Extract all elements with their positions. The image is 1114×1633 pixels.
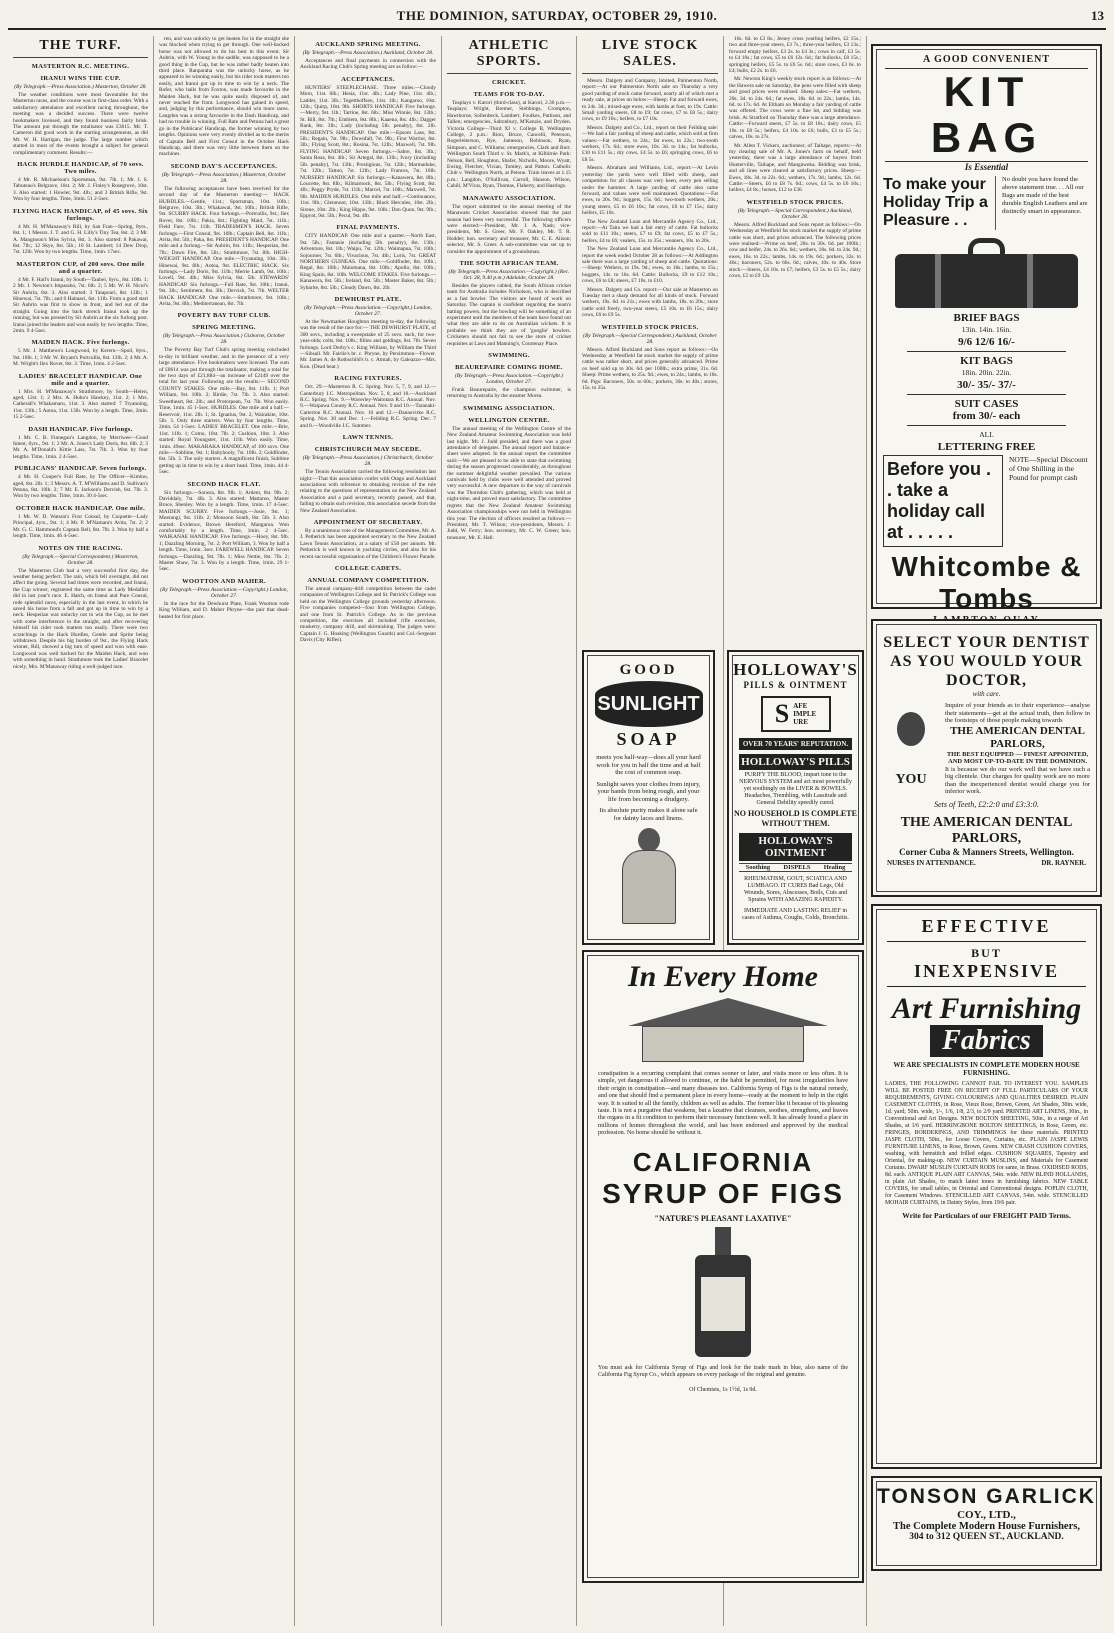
holloways-relief-text: IMMEDIATE AND LASTING RELIEF in cases of Asthma, Coughs, Colds, Bronchitis. [742,908,849,921]
article-byline: (By Telegraph.—Special Correspondent.) Auckland, October 28. [737,207,853,220]
furn-body: LADIES, THE FOLLOWING CANNOT FAIL TO INTEREST YOU. SAMPLES WILL BE POSTED FREE ON RECEIPT OF FULL PARTICULARS OF YOUR REQUIREMENTS, GIVING COLOURINGS AND QUALITIES DESIRED. PLAIN CASEMENT CLOTHS, in Rose, Vieux Rose, Brown, Green, Art Shades, 30in. wide, 1d. yard; 50in. wide, 1/-, 1/6, 1/8, 2/3, to 2/9 yard. PRINTED ART LINENS, 30in., in Conventional and Art Designs. NEW BOLTON SHEETING, 50in., in a range of Art Shades, at 1/6 yard. HERRINGBONE BOLTON SHEETINGS, in Rose, Green, etc. FRINGES, BORDERINGS, AND TRIMMINGS for these materials. PRINTED JASPE CLOTH, 50in., for Loose Covers, Curtains, etc. PLAIN JASPE LEWIS FURNITURE LINENS, in Rose, Brown, Green. NEW CRASH CUSHION COVERS, washing, with hemstitch and frilled edges. CUSHION SQUARES, Tapestry and Oriental, for making-up. NEW CURTAIN MUSLINS, and Materials for Casement Curtains. DWARF MUSLIN CURTAIN RODS for same, in Brass. OXIDISED RODS, 8d. each. ANTIQUE PLAIN ART CANVAS, 54in. wide. NEW BLIND HOLLANDS, in plain Art Shades, to match latest tones in furnishing fabrics. NEW TABLE COVERS, for small tables, in Oriental and Conventional designs. POPLIN CLOTH, for Casement Windows. STENCILLED ART CANVAS, 54in. wide. STENCILLED MOHAIR CURTAINS, in Dainty Styles, from 19/6 pair. [885,1081,1088,1206]
bottle-illustration [695,1227,751,1357]
dentist-text: Inquire of your friends as to their experience—analyse their statements—get at the actual truth, then follow in the footsteps of those people making towards [945,702,1090,724]
kitbag-holiday: To make your Holiday Trip a Pleasure . . [883,176,988,229]
article-body: Messrs. Dalgety and Company, limited, Palmerston North, report:—At our Palmerston North sale on Thursday a very good yarding of stock came forward, nearly all of which met a ready sale, at prices on below:—Sheep: Fat and forward ewes, to 24s. 3d.; mixed-age ewes, with lambs at foot, to 19s. Cattle: Small yarding steers, £8 to £9; fat cows, £7 to £8 5s.; dairy cows, to £9 10s.; heifers, to £7 10s. [582,78,718,123]
article-byline: (By Telegraph.—Special Correspondent.) Auckland, October 28. [583,332,717,345]
article-heading: FINAL PAYMENTS. [336,224,400,232]
article-body: The weather conditions were most favourable for the Masterton races, and the course was in first-class order. With a satisfactory attendance and excellent racing throughout, the meeting was a decided success. There were twelve bookmakers licensed, and they found business fairly brisk. The amount put through the totalisator was £3615. Mr. T. Cameron did good work in the starting arrangements, as did Mr. W. H. Hartigan, the judge. The large number which started in most of the events brought a subject for general complimentary comment. Results:— [13,92,149,156]
article-heading: WELLINGTON CENTRE. [468,416,550,424]
article-heading: TEAMS FOR TO-DAY. [473,91,545,98]
section-heading-turf: THE TURF. [13,38,148,58]
furn-but: BUT [971,946,1002,960]
sunlight-body-2: Sunlight saves your clothes from injury, your hands from being rough, and your life from becoming a drudgery. [596,780,701,803]
label-healing: Healing [823,864,846,871]
suit-cases-prices: from 30/- each [952,410,1021,422]
article-byline: (By Telegraph.—Press Association.) Christchurch, October 28. [302,455,434,468]
furn-effective: EFFECTIVE [887,910,1086,942]
article-body: Messrs. Alfred Buckland and Sons report as follows:—On Wednesday at Westfield fat stock market the supply of prime cattle was rather short, and prices generally advanced. Prime ox beef sold up to 30s. 6d. per 100lb.; extra prime, 31s. 6d. Sheep: Prime wethers, to 25s. 9d.; ewes, to 24s.; lambs, to 18s. 6d. Pigs: Baconers, 50s. to 60s.; porkers, 30s. to 40s.; stores, 15s. to 25s. [582,346,718,392]
holloways-ointment-strip [739,863,852,872]
label-dispels: DISPELS [783,864,811,871]
article-heading: IRANUI WINS THE CUP. [40,75,121,82]
article-body: Six furlongs.—Sonora, 8st. 9lb. 1; Ardent, 8st. 9lb. 2; Daviddaly, 7st. 4lb. 3. Also started: Mattaroo, Master Bruce, Shenley. Won by a length. Time, 1min. 17 4-5sec. MAIDEN SCURRY. Five furlongs.—Josie, 9st. 1; Moerangi, 9st. 11lb. 2; Monsoon South, 8st. 5lb. 3. Also started: Evidence, Brown Hereford, Mangaroa. Won comfortably by a length. Time, 1min. 2 4-5sec. WAIKANAE HANDICAP. Five furlongs.—Hoey, 8st. 9lb. 1; Dazzling Morning, 7st. 2; Port William, 3. Won by half a length. Time, 1min. 3sec. FAREWELL HANDICAP. Seven furlongs.—Dazzling, 9st. 7lb. 1; Miss Nettie, 8st. 7lb. 2; Master Shaw, 7st. 3. Won by a length. Time, 1min. 29 1-5sec. [159,489,289,573]
article-body: The annual company-drill competition between the cadet companies of Wellington College and St. Patrick's College was held on the Wellington College grounds yesterday afternoon. Five companies competed—four from Wellington College, and one from St. Patrick's College. As in the previous competition, the exercises all included rifle exercises, musketry, company drill, and skirmishing. The judges were: Captain J. G. Hosking (Wellington Guards) and Col.-Sergeant Davis (City Rifles). [300,585,436,644]
sunlight-body-3: Its absolute purity makes it alone safe for dainty laces and linens. [599,807,698,822]
safe-simple-sure-emblem: S AFE IMPLE URE [761,696,831,732]
brief-bags-title: BRIEF BAGS [953,312,1020,324]
kitbag-sub: Is Essential [964,162,1009,172]
article-byline: (By Telegraph.—Special Correspondent.) Masterton, October 28. [22,553,139,566]
furn-specialists: WE ARE SPECIALISTS IN COMPLETE MODERN HOUSE FURNISHING. [893,1061,1080,1077]
article-heading: SPRING MEETING. [192,324,256,332]
article-heading: MASTERTON CUP, of 200 sovs. One mile and a quarter. [16,260,145,275]
article-heading: THE SOUTH AFRICAN TEAM. [459,259,559,267]
article-body: In the race for the Dewhurst Plate, Frank Wootton rode King William, and D. Maher Phryne—the pair that dead-heated for first place. [159,600,289,620]
article-body: ren, and was unlucky to get beaten for in the straight she was blocked when trying to get through. One well-backed horse was not allowed to do his best in this event. Sir Aubrin, with W. Young in the saddle, was supposed to be a good thing in the Cup, but he was rather badly beaten into third place. Ranparaha was the unlucky horse, as he appeared to be winning easily, but his rider took matters too easily, and Iranui got up in time to win by a neck. The Rofer, who hails from Foxton, was made favourite in the Maiden Hack, but he was quite easily disposed of, and never reached the front. Longwood has gained in speed, and, judging by this performance, should win more races. Langdon was a strong favourite in the Dash Handicap, and had no trouble in winning. Full Rate and Petuna had a great go in the Publicans' Handicap, the former winning by two lengths. Opinions were very evenly divided as to the merits of Captain Bell and First Consul in the October Hack Handicap, and there was very little between them on the machines. [159,36,289,158]
kitbag-note: NOTE—Special Discount of One Shilling in the Pound for prompt cash [1009,455,1088,482]
article-body: The report submitted to the annual meeting of the Manawatu Cricket Association showed that the past season had been very successful. The following officers were elected:—President, Mr. J. A. Nash; vice-presidents, Mr. S. Greer, Mr. F. Oakley, Mr. T. R. Hodder; hon. secretary and treasurer, Mr. C. E. Alison; selector, Mr. S. Greer. A sub-committee was set up to consider the appointment of a groundsman. [447,203,571,255]
holloways-pills-title: HOLLOWAY'S PILLS [739,754,852,770]
tonson-garlick-ad [871,1476,1102,1571]
article-body: Messrs. Dalgety and Co. report:—Our sale at Masterton on Tuesday met a sharp demand for all kinds of stock. Forward wethers, 19s. 6d. to 21s.; ewes with lambs, 18s. to 20s.; store cattle sold freely, two-year steers, £5 10s. to £6 15s.; dairy cows, £6 to £9 5s. [582,286,718,319]
article-body: 4 Mr. H. Cooper's Full Rate, by The Officer—Kimino, aged, 8st. 2lb. 1; 3 Messrs. A. T. M'Williams and D. Sullivan's Petuna, 8st. 10lb. 2; 7 Mr. E. Jackson's Dervish, 6st. 7lb. 3. Won by two lengths. Time, 1min. 30 4-5sec. [13,474,148,500]
california-headline: In Every Home [628,960,818,993]
article-byline: (By Telegraph.—Press Association.—Copyright.) (Rec. Oct. 28, 9.40 p.m.) Adelaide, October 28. [448,268,570,281]
column-athletic [442,36,577,1626]
article-heading: CRICKET. [492,79,526,86]
kitbag-title: KIT BAG [885,68,1088,162]
article-heading: COLLEGE CADETS. [334,564,402,572]
brief-bags-block [877,312,1096,348]
tonson-name: TONSON GARLICK [877,1485,1096,1508]
article-heading: WESTFIELD STOCK PRICES. [601,323,699,331]
article-heading: WOOTTON AND MAHER. [182,577,266,585]
article-heading: MANAWATU ASSOCIATION. [462,194,556,202]
holloways-cures-text: RHEUMATISM, GOUT, SCIATICA AND LUMBAGO. IT CURES Bad Legs, Old Wounds, Sores, Abscesses, Boils, Cuts and Sprains WITH AMAZING RAPIDITY. [743,876,848,903]
california-word: CALIFORNIA [632,1146,814,1177]
article-body: By a unanimous vote of the Management Committee, Mr. A. J. Petherick has been appointed secretary to the New Zealand Lawn Tennis Association, at a salary of £50 per annum. Mr. Petherick is well known in yachting circles, and also for his recent successful organisation of the Children's Flower Parade. [300,527,436,560]
california-body: constipation is a recurring complaint that comes sooner or later, and visits more or less often. It is simple, yet dangerous if allowed to continue, or the habit be permitted, for most irregularities have their origin in constipation—and many diseases too. California Syrup of Figs is the natural remedy, and one that should find a permanent place in every home—ready at the moment to help in the right way. It is suited to all the family, children as well as adults. The former like it because of its pleasing taste. It is not a purgative that weakens, but a laxative that cleanses, soothes, strengthens, and leaves the organs in a fit condition to perform their necessary functions well. It has already found a place in millions of homes throughout the world, and has been endorsed and approved by the medical profession. No home should be without it. [598,1070,848,1137]
article-body: The annual meeting of the Wellington Centre of the New Zealand Amateur Swimming Association was held last night. Mr. J. Judd presided, and there was a good attendance of delegates. The annual report and balance-sheet were adopted. In the annual report the committee said:—We are pleased to be able to state that swimming during the season progressed considerably, as throughout the summer delightful weather prevailed. The various carnivals held by clubs were well attended and proved very successful. A new departure in the way of carnivals was the Thorndon Club's gathering, which was held at night-time, and proved most satisfactory. The committee regrets that the New Zealand Amateur Swimming Association championships were not held in Wellington this year. The election of officers resulted as follows:—President, Mr. T. Wilson; vice-presidents, Messrs. J. Judd, W. Ferry; hon. secretary, Mr. C. W. Green; hon. treasurer, Mr. E. Hall. [447,425,571,541]
section-heading-livestock: LIVE STOCK SALES. [582,38,718,74]
article-body: Frank Beaurepaire, the champion swimmer, is returning to Australia by the steamer Morea. [447,387,571,400]
article-heading: SWIMMING ASSOCIATION. [463,404,555,412]
article-heading: POVERTY BAY TURF CLUB. [177,312,271,320]
article-heading: OCTOBER HACK HANDICAP. One mile. [15,504,146,512]
article-body: At the Newmarket Houghton meeting to-day, the following was the result of the race for:— THE DEWHURST PLATE, of 300 sovs., including a sweepstake of 25 sovs. each, for two-year-olds; colts, 8st. 10lb.; fillies and geldings, 8st. 7lb. Seven furlongs. Lord Derby's c. King William, by William the Third—Sibsall. Mr. Fairlie's br. c. Phryne, by Persimmon—Flower. Mr. James A. de Rothschild's b. c. Atmah, by Galeazzo—Mrs. Kon. (Dead heat.) [300,319,436,370]
holloways-title: HOLLOWAY'S [733,660,858,679]
article-body: 4 Mr. H. M'Manaway's Rill, by San Fran—Spring, 8yrs., 8st. 1; 1 Messrs. J. T. and G. H. Lilly's Tiny Tea, 8st. 2; 3 Mr. A. Mangnoon's Miss Sylvia, 8st. 3. Also started: 8 Pakawai, 8st. 7lb.; 12 Skye, 8st. 5lb.; 10 St. Lambert; 14 Dew Drop, 7st. 12lb. Won by two lengths. Time, 1min. 17sec. [13,223,148,256]
kit-bags-sizes: 18in. 20in. 22in. [961,368,1012,377]
page-number: 13 [1091,8,1104,23]
article-heading: LADIES' BRACELET HANDICAP. One mile and a quarter. [18,372,143,387]
tonson-coy: COY., LTD., [957,1509,1016,1521]
article-body: HUNTERS' STEEPLECHASE. Three miles.—Cloudy Morn, 11st. 6lb.; Hesia, 11st. 4lb.; Lady Pine, 11st. 4lb.; Ladder, 11st. 3lb.; Tegetthoffsen, 11st. 1lb.; Kangaroo, 10st. 12lb.; Quirp, 10st. 9lb. SHORTS HANDICAP. Five furlongs.—Merry, 9st. 1lb.; Tartine, 8st. 6lb.; Miss Winnie, 8st. 13lb.; St. Bill, 8st. 7lb.; Emblem, 8st. 8lb.; Kaaena, 8st. 4lb.; Dagger Bank, 8st. 3lb.; Lady (including 5lb. penalty), 8st. 2lb. PRESIDENT'S HANDICAP. One mile.—Epsom Lass, 8st. 5lb.; Regain, 7st. 9lb.; Downfall, 7st. 9lb.; First Warrior, 8st. 3lb.; Flying Scott, 8st.; Rosina, 7st. 12lb.; Maxwell, 7st. 9lb. FLYING HANDICAP. Seven furlongs.—Sabre, 8st. 3lb.; Santa Rosa, 8st. 4lb.; Sir Artegal, 8st. 13lb.; Ivory (including 5lb. penalty), 7st. 13lb.; Prestigious, 7st. 12lb.; Marmaduke, 7st. 12lb.; Tattoo, 7st. 12lb.; Lady Frances, 7st. 10lb. NURSERY HANDICAP. Six furlongs.—Kanawera, 8st. 8lb.; Loucette, 8st. 8lb.; Kilmarnock, 8st. 5lb.; Flying Scott, 8st. 4lb.; Peggy Pryde, 7st. 11lb.; Marcel, 7st. 10lb.; Maxwell, 7st. 9lb. MAIDEN HURDLES. One mile and half.—Continuance, 11st. 9lb.; Glenmoor, 10st. 13lb.; Black Hercules, 10st. 2lb.; Sirene, 10st. 2lb.; King Hippo, 9st. 10lb.; Don Quon, 9st. 9lb.; Eppynt, 9st. 5lb.; Pecul, 9st. 4lb. [300,84,436,219]
article-byline: (By Telegraph.—Press Association.) Masterton, October 28. [14,84,147,90]
dentist-ad [871,619,1102,897]
kitbag-top: A GOOD CONVENIENT [922,54,1050,65]
article-heading: FLYING HACK HANDICAP, of 45 sovs. Six furlongs. [13,207,148,222]
syrup-of-figs-word: SYRUP OF FIGS [602,1177,844,1209]
article-body: 1 Mr. C. B. Finnegan's Langdon, by Merriwee—Good Intent, 6yrs., 9st. 1; 2 Mr. A. Jones's Lady Doris, 8st. 6lb. 2; 3 Mr. A. M'Donald's Kittie Lass, 7st. 7lb. 3. Won by four lengths. Time, 1min. 2 4-5sec. [13,434,148,460]
dentist-parlors: THE AMERICAN DENTAL PARLORS, [950,724,1085,750]
article-heading: ACCEPTANCES. [341,75,395,83]
kitbag-nodoubt: No doubt you have found the above statement true. . . All our Bags are made of the best durable English Leathers and are distinctly smart in appearance. [995,176,1090,230]
dentist-teeth-price: Sets of Teeth, £2:2:0 and £3:3:0. [934,799,1039,809]
article-body: The New Zealand Loan and Mercantile Agency Co., Ltd., report the week ended October 28 as follows:—At Addington sale there was a large yarding of sheep and cattle. Quotations:—Sheep: Wethers, to 19s. 9d.; ewes, to 18s.; lambs, to 15s.; hoggets, 14s. to 16s. 6d. Cattle: Bullocks, £9 to £12 10s.; cows, £6 to £8; steers, £7 10s. to £10. [582,246,718,285]
article-body: Besides the players cabled, the South African cricket team for Australia includes Nicholson, who is described as a fast bowler. The visitors are heard of work on Saturday. The captain is confident regarding the team's batting powers, but the bowling will be something of an experiment until the members of the team have found out what they are able to do on Australian wickets. It is probable we think they are of 'googlie' bowlers. Cricketers should not fail to see the store of cricket requisites at Laws and Manning's, Courtenay Place. [447,282,571,347]
article-body: Teaplays v. Karori (third-class), at Karori, 2.30 p.m.—Teaplays: Wright, Bremer, Stebbings, Crompton, Hawthorne, Sollenbeck, Lambert, Foulkes, Pattison, and Tallen; emergencies, Saltonbury, M'Kenzie, and Dryden. Victoria College—Third XI v. College B, Wellington College, 2 p.m.: Rion, Bruce, Cancelli, Peterson, Rogerleiterson, Rye, Jameson, Robinson, Ryan, Simpson, and C. Williams; emergencies, Clark and Burr. Wellington South Third v. St. Mark's, at Kilbirnie Park: Nelson, Bell, Houghton, Shafer, Nicholls, Moore, Wyatt, Ewing, Fletcher, Vivian, Tomley, and Patton. Catholic Club v. Wellington North, at Petone. Train leaves at 1.15 p.m.: Langdon, O'Sullivan, Carroll, Hanson, Wilson, Cahill, M'Vicar, Ryan, Thomas, Flaherty, and Hastings. [447,100,571,190]
newspaper-title: THE DOMINION, SATURDAY, OCTOBER 29, 1910. [396,8,718,23]
house-illustration [628,998,818,1062]
masthead [8,6,1106,30]
article-heading: MAIDEN HACK. Five furlongs. [31,339,130,347]
article-heading: AUCKLAND SPRING MEETING. [315,41,421,48]
brief-bags-sizes: 13in. 14in. 16in. [961,325,1012,334]
article-body: The following acceptances have been received for the second day of the Masterton meeting:— HACK HURDLES.—Gentle, 11st.; Sportsman, 10st. 10lb.; Belgrave, 10st. 3lb.; Whakawai, 9st. 10lb.; British Rifle, 9st. SCURRY HACK. Four furlongs.—Portcullis, 9st.; Ilex Rover, 8st. 10lb.; Pakia, 8st.; Fighting Maid, 7st. 11lb.; Field Fare, 7st. 11lb. TRADESMEN'S HACK. Seven furlongs.—First Consul, 9st. 10lb.; Captain Bell, 8st. 11lb.; Avita, 8st. 5lb.; Paka, 8st. PRESIDENT'S HANDICAP. One mile and a furlong.—Sir Aubrin, 8st. 11lb.; Hesperian, 8st. 7lb.; Dawn Fire, 8st. 5lb.; Strathmore, 7st. 8lb. HIGH-WEIGHT HANDICAP. One mile.—Tryanning, 10st. 3lb.; Hinewai, 9st. 8lb.; Aotoa, 9st. ELECTRIC HACK. Six furlongs.—Lady Doris, 9st. 11lb.; Merrie Lamb, 9st. 10lb.; Lovell, 9st. 4lb.; Miss Sylvia, 8st. 5lb. STEWARDS' HANDICAP. Six furlongs.—Full Rate, 9st. 10lb.; Iranui, 9st. 3lb.; Sentiment, 8st. 3lb.; Dervish, 7st. 7lb. WELTER HACK HANDICAP. One mile.—Strathmore, 9st. 10lb.; Avita, 9st. 8lb.; Mediterranean, 8st. 7lb. [159,185,289,308]
furn-fabrics: Fabrics [930,1025,1043,1057]
article-heading: PUBLICANS' HANDICAP. Seven furlongs. [14,465,147,473]
article-body: 16s. 6d. to £3 8s.; Jersey cross yearling heifers, £2 15s.; two and three-year steers, £3 7s.; three-year heifers, £3 13s.; forward empty heifers, £3 2s. to £4 3s.; cows in calf, £3 5s. to £4 10s.; fat cows, £5 to £6 12s. 6d.; fat bullocks, £8 15s.; springing heifers, £5 5s. to £6 5s. 6d.; store cows, £3 6s. to £4; bulls, £2 2s. to £6. [729,36,861,75]
article-body: 4 Mr. R. Michaelson's Sportsman, 9st. 7lb. 1; Mr. J. S. Tabuteau's Belgrave, 10st. 2; Mr. J. Finley's Rosegrove, 10st. 3. Also started: 1 Howler, 9st. 4lb.; and 3 British Rifle, 9st. Won by four lengths. Time, 3min. 51 2-5sec. [13,177,148,203]
article-heading: SECOND DAY'S ACCEPTANCES. [170,162,278,170]
column-racing-3 [295,36,442,1626]
racing-sections-3 [300,41,436,644]
furn-write: Write for Particulars of our FREIGHT PAID Terms. [902,1211,1071,1220]
racing-sections-2 [159,36,289,620]
suit-cases-title: SUIT CASES [954,398,1019,410]
holloways-ointment-title: HOLLOWAY'S OINTMENT [739,833,852,861]
dentist-best: THE BEST EQUIPPED — FINEST APPOINTED, AND MOST UP-TO-DATE IN THE DOMINION. [946,750,1089,765]
dentist-title: SELECT YOUR DENTIST AS YOU WOULD YOUR DOCTOR, [883,634,1090,689]
dentist-body: It is because we do our work well that we have such a big clientele. Our charges for quality work are no more than the inexperienced dentist would charge you for inferior work. [945,765,1090,795]
emblem-simple: IMPLE [793,710,817,718]
article-byline: (By Telegraph.—Press Association.—Copyright.) London, October 27. [454,373,564,385]
dentist-address: Corner Cuba & Manners Streets, Wellington. [899,846,1074,857]
article-heading: MASTERTON R.C. MEETING. [31,63,130,70]
article-heading: SECOND HACK FLAT. [187,480,261,488]
column-turf [8,36,154,1626]
kit-bags-block [877,355,1096,391]
article-body: The New Zealand Loan and Mercantile Agency Co., Ltd., report:—At Taita we had a fair entry of cattle. Fat bullocks sold to £11 10s.; steers, £7 to £9; fat cows, £5 to £7 5s.; heifers, £4 to £6; vealers, 15s. to 35s.; weaners, 10s. to 20s. [582,218,718,244]
article-body: The Masterton Club had a very successful first day, the weather being perfect. The rain, which fell overnight, did not affect the going. Several bad times were recorded, and Iranui, the Cup winner, registered the same time as Lady Medallist did in last year's race. E. Hatch, on Iranui and Pure Consul, rode splendid races, especially in the last event, in which he saved his horse from a fall and got up in time to win by a neck. Hesperian was unlucky not to win the Cup, as he met with some interference in the straight, and after recovering himself his rider took matters too easily. There were two scratchings in the Hack Hurdles, Gentle and Sprite being withdrawn. Despite his big burden of 9st., the Flying Hack winner, Rill, showed a big turn of speed and won with ease. Longwood was well backed for the Maiden Hack, and won with something in hand. Strathmore took the Ladies' Bracelet nicely, Mrs. M'Manaway riding a well-judged race. [13,567,148,670]
article-body: 4 Mr. F. Hall's Iranui, by South—Taubei, 6yrs., 8st. 10lb. 1; 2 Mr. J. Newton's Imparaho, 7st. 6lb. 2; 5 Mr. W. H. Nicol's Sir Aubrin, 8st. 3. Also started: 3 Tatapouri, 8st. 13lb.; 1 Hinewai, 7st. 7lb.; and 6 Haitaaci, 6st. 11lb. From a good start Sir Aubrin was first to show in front, and led out of the straight. Going into the back stretch Iranui took up the running, but was pressed by Sir Aubrin at the six furlong post. Iranui joined the leaders and won easily by two lengths. Time, 2min. 9 4-5sec. [13,276,148,334]
kit-bag-ad [871,44,1102,614]
article-heading: BEAUREPAIRE COMING HOME. [455,364,563,371]
article-heading: APPOINTMENT OF SECRETARY. [313,518,423,526]
kit-bag-icon [895,238,1078,308]
article-body: 5 Mr. J. Matthews's Longwood, by Kereru—Spoil, 8yrs., 9st. 10lb. 1; 3 Mr. W. Bryant's Portcullis, 8st. 13lb. 2; 4 Mr. A. M. Wright's Ilex Rover, 8st. 3. Time, 1min. 4 2-5sec. [13,348,148,368]
art-furnishing-ad [871,904,1102,1469]
holloways-subtitle: PILLS & OINTMENT [743,680,848,690]
article-heading: LAWN TENNIS. [342,434,394,442]
tonson-desc: The Complete Modern House Furnishers, [893,1521,1080,1532]
tonson-address: 304 to 312 QUEEN ST., AUCKLAND. [909,1532,1064,1542]
you-label: YOU [895,772,927,787]
article-body: Messrs. Abraham and Williams, Ltd., report:—At Levin yesterday the yards were well filled with sheep, and competition for all classes was very keen, every pen selling under the hammer. A large yarding of cattle also came forward, and values were well maintained. Quotations:—Fat ewes, to 20s. 9d.; hoggets, 15s. 6d.; two-tooth wethers, 20s.; young steers, £5 to £6 10s.; fat cows, £6 to £7 15s.; dairy heifers, £5 10s. [582,165,718,217]
article-body: Acceptances and final payments in connection with the Auckland Racing Club's Spring meeting are as follow:— [300,58,436,71]
pointing-man-illustration [883,702,939,788]
column-ads [867,36,1106,1626]
holloways-ad [727,650,864,945]
athletic-sections [447,79,571,541]
emblem-safe: AFE [793,702,808,710]
article-body: 1 Mrs. H. M'Manaway's Strathmore, by South—Helen, aged, 12st. 1; 2 Mrs. A. Hoho's Hawkey, 11st. 2; 1 Mrs. Catherall's Whakamaru, 11st. 3. Also started: 7 Tryanning, 11st. 13lb.; 5 Aotoa, 11st. 13lb. Won by a length. Time, 2min. 15 2-5sec. [13,388,148,421]
lettering-free: LETTERING FREE [937,441,1036,453]
lettering-all: ALL [979,430,994,439]
section-heading-athletic: ATHLETIC SPORTS. [447,38,571,74]
california-tagline: "NATURE'S PLEASANT LAXATIVE" [654,1213,792,1223]
furn-inexpensive: INEXPENSIVE [887,961,1086,987]
woman-illustration [614,828,684,924]
article-body: Mr. Allen T. Vickers, auctioneer, of Taihape, reports:—At my clearing sale of Mr. A. Jones's farm on behalf, held yesterday, there was a large attendance of buyers from Hunterville, Taihape, and Mangaweka. Bidding was brisk, and all lines were cleared at satisfactory prices. Sheep:—Ewes, 18s. 3d. to 22s. 6d.; wethers, 17s. 9d.; lambs, 12s. 6d. Cattle:—Steers, £6 to £8 7s. 6d.; cows, £4 5s. to £6 10s.; heifers, £4 8s.; horses, £12 to £36. [729,142,861,194]
whitcombe-tombs-name: Whitcombe & Tombs [891,551,1082,614]
article-body: The Poverty Bay Turf Club's spring meeting concluded to-day in brilliant weather, and in the presence of a very large attendance. Five bookmakers were licensed. The sum of £8614 was put through the totalisator, making a total for the two days of £21,884—an increase of £2149 over the total for last year. Following are the results:— SECOND COUNTY STAKES. One mile.—Bay, 8st. 11lb. 1; Port William, 9st. 10lb. 2; Birdie, 7st. 7lb. 3. Also started: Sweetheart, 8st. 2lb.; and Protorpean, 7st. 7lb. Won easily. Time, 1min. 45 1-5sec. HURDLES. One mile and a half.—Reservoir, 11st. 2lb. 1; St. Ignatius, 9st. 2; Wairakite, 10st. 5lb. 3. Only three starters. Won by four lengths. Time, 2min. 54 1-5sec. LADIES' BRACELET. One mile.—Brie, 11st. 11lb. 1; Como, 10st. 7lb. 2; Cushion, 10st. 3. Also started: Royal Youngster, 11st. 11lb. Won easily. Time, 1min. 49sec. MAKARAKA HANDICAP, of 100 sovs. One mile.—Sublime, 9st. 1; Ballyhooly, 7st. 10lb. 2; Goldfinder, 8st. 5lb. 3. The only starters. A magnificent finish, Sublime getting up in time to win by a short head. Time, 1min. 44 4-5sec. [159,347,289,476]
brief-bags-prices: 9/6 12/6 16/- [958,336,1015,348]
suit-cases-block [877,398,1096,422]
article-byline: (By Telegraph.—Press Association.) Auckland, October 28. [302,50,434,56]
california-chemists: Of Chemists, 1s 1½d, 1s 9d. [689,1386,757,1393]
kit-bags-title: KIT BAGS [960,355,1013,367]
article-heading: SWIMMING. [488,352,530,359]
article-byline: (By Telegraph.—Press Association.—Copyright.) London, October 27. [160,586,288,599]
article-heading: DASH HANDICAP. Five furlongs. [28,425,133,433]
article-heading: ANNUAL COMPANY COMPETITION. [307,576,429,584]
dentist-name: THE AMERICAN DENTAL PARLORS, [900,814,1073,846]
column-racing-2 [154,36,295,1626]
dentist-doctor: DR. RAYNER. [1041,858,1086,867]
sunlight-good: GOOD [619,662,678,678]
kit-bags-prices: 30/- 35/- 37/- [957,379,1016,391]
holloways-reputation: OVER 70 YEARS' REPUTATION. [739,738,852,750]
lettering-block [877,429,1096,453]
holloways-pills-text: PURIFY THE BLOOD, impart tone to the NERVOUS SYSTEM and act most powerfully yet soothingly on the LIVER & BOWELS. Headaches, Trembling, with Lassitude and General Debility speedily cured. [739,772,852,806]
sunlight-soap-word: SOAP [616,729,681,749]
label-soothing: Soothing [745,864,771,871]
article-body: Messrs. Dalgety and Co., Ltd., report on their Feilding sale:—We had a fair yarding of sheep and cattle, which sold at firm values:—Fat wethers, to 24s.; fat ewes, to 22s.; two-tooth wethers, 17s. 6d.; store ewes, 10s. 3d. to 14s.; fat bullocks, £10 to £11 5s.; dry cows, £4 5s. to £6; springing cows, £6 to £8 5s. [582,124,718,163]
holloways-household: NO HOUSEHOLD IS COMPLETE WITHOUT THEM. [734,809,857,828]
article-body: Mr. Newton King's weekly stock report is as follows:—At the Hawera sale on Saturday, the pens were filled with sheep and good prices were realised. Sheep sales:—Fat wethers, 20s. 3d. to 24s. 6d.; fat ewes, 18s. 6d. to 22s.; lambs, 14s. 6d. to 17s. 6d. At Eltham on Monday a fair yarding of cattle was offered. The cows were a fine lot, and bidding was brisk. At Stratford on Thursday there was a large attendance. Cattle:—Forward steers, £7 5s. to £8 10s.; dairy cows, £5 10s. to £8 5s.; heifers, £4 10s. to £6; bulls, £3 to £5 5s.; calves, 10s. to 27s. [729,76,861,141]
article-body: 1 Mr. W. D. Watson's First Consul, by Coquette—Lady Principal, 4yrs., 9st. 1; 4 Mr. P. M'Namara's Avita, 7st. 2; 2 Mr. G. C. Hammond's Captain Bell, 8st. 7lb. 3. Won by half a length. Time, 1min. 46 4-5sec. [13,513,148,540]
furn-art: Art Furnishing [891,992,1082,1025]
california-syrup-ad [582,950,864,1583]
turf-sections [13,63,148,670]
article-heading: WESTFIELD STOCK PRICES. [746,198,844,206]
article-byline: (By Telegraph.—Press Association.) Masterton, October 28. [161,171,287,184]
article-heading: HACK HURDLE HANDICAP, of 70 sovs. Two miles. [17,161,144,176]
kitbag-before: Before you . . take a holiday call at . . . . . [883,455,1003,547]
article-body: CITY HANDICAP. One mile and a quarter.—North East, 9st. 5lb.; Fantasie (including 5lb. penalty), 8st. 13lb.; Adventure, 8st. 1lb.; Waipu, 7st. 12lb.; Waimapua, 7st. 10lb.; Sojourner, 7st. 6lb.; Vivacious, 7st. 4lb.; Loris, 7st. GREAT NORTHERN GUINEAS. One mile.—Goldfinder, 8st. 10lb.; Regal, 8st. 10lb.; Maiomana, 8st. 10lb.; Apollo, 8st. 10lb.; King Spain, 8st. 10lb. WELCOME STAKES. Five furlongs.—Kanawera, 8st. 5lb.; Ireland, 8st. 5lb.; Master Baker, 8st. 5lb.; Sybarite, 8st. 5lb.; Cloudy Dawn, 8st. 2lb. [300,233,436,291]
article-body: The Tennis Association carried the following resolution last night:—That this association confer with Otago and Auckland associations with reference to obtaining revision of the rule relating to the questions of representation on the New Zealand Association and a paid secretary, recently passed, and that, failing to obtain such revision, this association secede from the New Zealand Association. [300,469,436,514]
ads-area-middle [577,0,867,1633]
article-heading: RACING FIXTURES. [334,375,402,383]
article-byline: (By Telegraph.—Press Association.—Copyright.) London, October 27. [304,305,432,317]
california-footnote: You must ask for California Syrup of Figs and look for the trade mark in blue, also name of the California Fig Syrup Co., which appears on every package of the original and genuine. [598,1364,848,1378]
soap-bar-image: SUNLIGHT [595,681,703,727]
emblem-sure: URE [793,718,809,726]
article-heading: DEWHURST PLATE. [334,296,402,303]
sunlight-body-1: meets you half-way—does all your hard work for you in half the time and at half the cost of common soap. [596,754,701,776]
sunlight-soap-ad [582,650,715,945]
article-heading: CHRISTCHURCH MAY SECEDE. [314,446,422,454]
dentist-care: with care. [972,690,1001,698]
article-heading: NOTES ON THE RACING. [38,544,123,552]
article-body: Oct. 29.—Masterton R. C. Spring. Nov. 5, 7, 9, and 12.—Canterbury J.C. Metropolitan. Nov. 5, 8, and 10.—Auckland R.C. Spring. Nov. 9.—Waverley-Waitotara R.C. Annual. Nov. 9.—Waipawa County R.C. Annual. Nov. 9 and 10.—Taranaki-Carterton R.C. Annual. Nov. 10 and 12.—Dannevirke R.C. Spring. Nov. 30 and Dec. 1.—Feilding R.C. Spring. Dec. 7 and 8.—Woodville J.C. Summer. [300,384,436,429]
article-byline: (By Telegraph.—Press Association.) Gisborne, October 28. [162,333,286,346]
dentist-nurses: NURSES IN ATTENDANCE. [887,858,976,867]
article-body: Messrs. Alfred Buckland and Sons report as follows:—On Wednesday at Westfield fat stock market the supply of prime cattle was short, and prices advanced. The following prices were realised:—Prime ox beef, 28s. to 30s. 6d. per 100lb.; cow and heifer, 24s. to 26s. 6d.; wethers, 18s. 6d. to 24s. 9d.; ewes, 16s. to 22s.; lambs, 14s. to 19s. 6d.; porkers, 32s. to 46s.; baconers, 52s. to 66s. 6d.; calves, 10s. to 40s. Store stock:—Steers, £4 10s. to £7; heifers, £3 5s. to £5 5s.; dairy cows, £5 to £9 12s. [729,221,861,279]
